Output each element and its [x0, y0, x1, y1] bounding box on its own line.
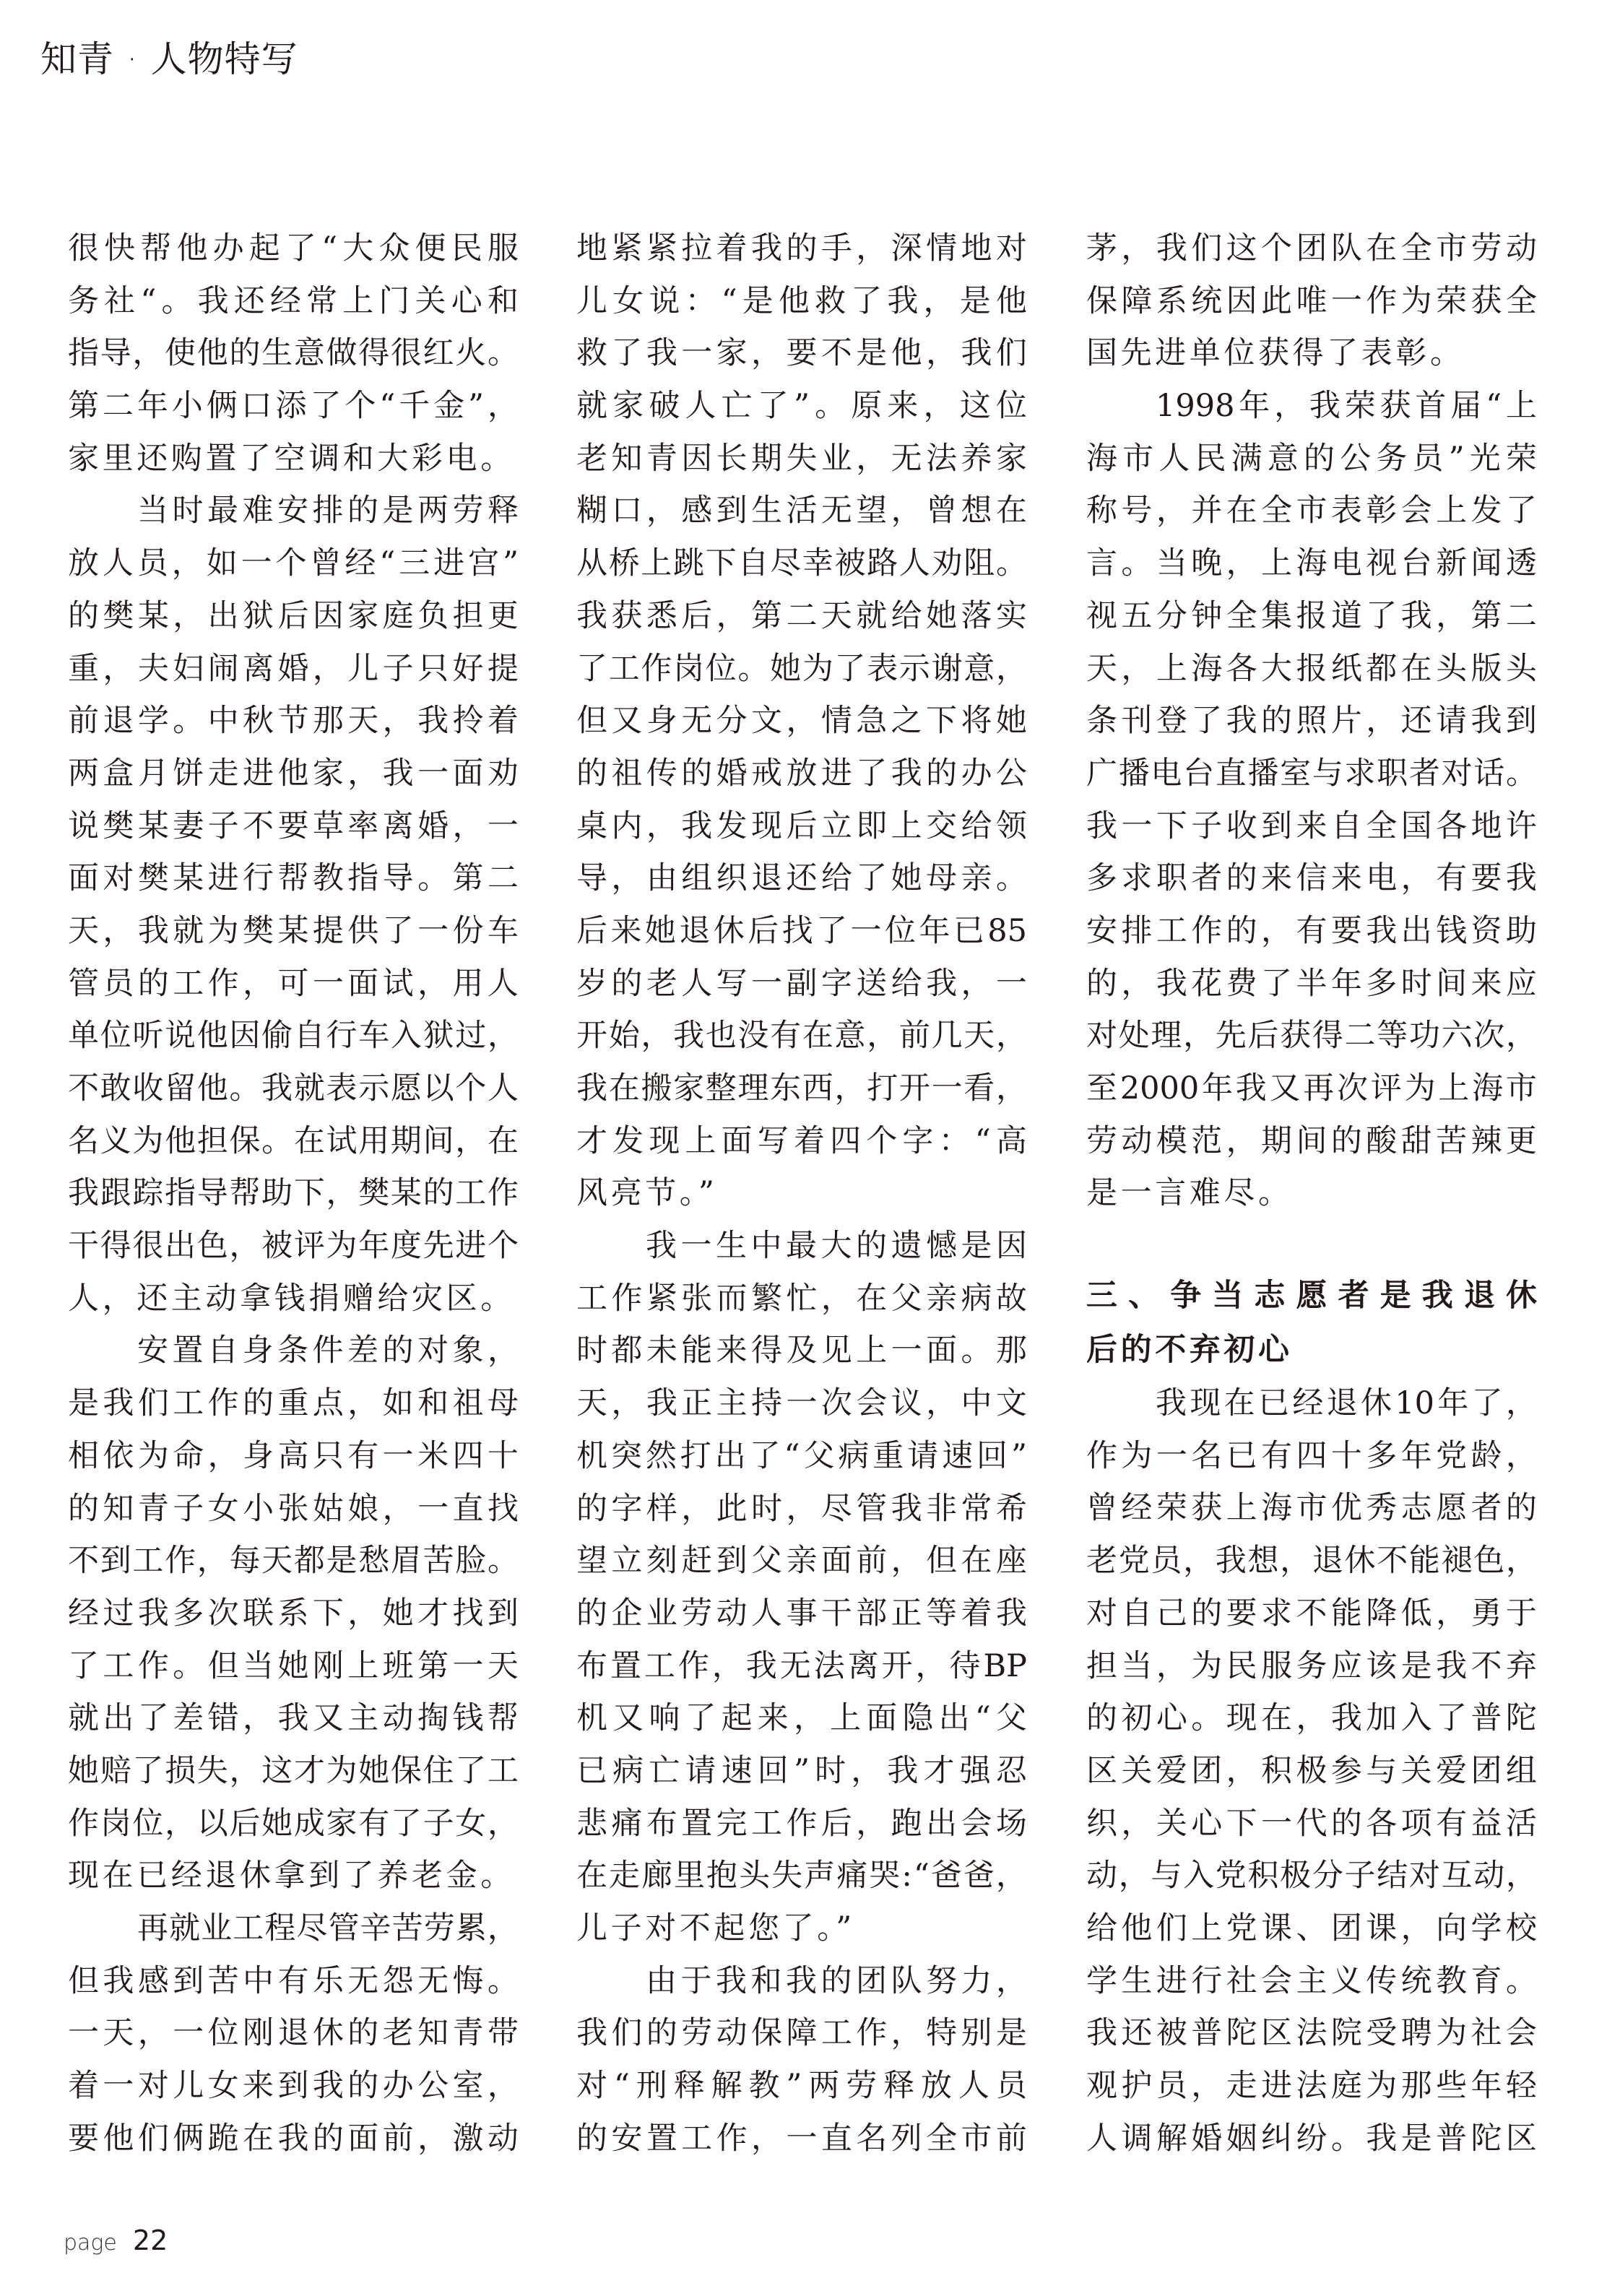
line-glyphs: 放 人 员 ， 如 一 个 曾 经 “ 三 进 宫 ”: [68, 545, 519, 582]
text-line: [576, 695, 1027, 748]
line-glyphs: 重 ， 夫 妇 闹 离 婚 ， 儿 子 只 好 提: [68, 650, 519, 687]
line-glyphs: 保 障 系 统 因 此 唯 一 作 为 荣 获 全: [1086, 282, 1537, 319]
text-line: [576, 1640, 1027, 1693]
text-line: [576, 1325, 1027, 1377]
line-glyphs: 三 、 争 当 志 愿 者 是 我 退 休: [1086, 1278, 1537, 1314]
line-glyphs: 1998 年 ， 我 荣 获 首 届 “ 上: [1156, 388, 1537, 425]
text-line: [68, 1115, 519, 1168]
paragraph-last-line: 人，还主动拿钱捐赠给灾区。: [68, 1280, 515, 1317]
text-line: [1086, 2113, 1537, 2165]
text-line: [576, 1273, 1027, 1325]
line-glyphs: 的 祖 传 的 婚 戒 放 进 了 我 的 办 公: [576, 755, 1027, 792]
line-glyphs: 学 生 进 行 社 会 主 义 传 统 教 育 。: [1086, 1962, 1537, 1999]
line-glyphs: 作 岗 位 ， 以 后 她 成 家 有 了 子 女 ，: [68, 1805, 519, 1842]
line-glyphs: 单 位 听 说 他 因 偷 自 行 车 入 狱 过 ，: [68, 1018, 519, 1054]
line-glyphs: 担 当 ， 为 民 服 务 应 该 是 我 不 弃: [1086, 1647, 1537, 1684]
text-line: [1086, 1062, 1537, 1115]
paragraph-last-line: 是一言难尽。: [1086, 1175, 1293, 1212]
paragraph-first-line: [576, 1220, 1027, 1273]
text-line: [576, 590, 1027, 643]
text-line: [1086, 958, 1537, 1010]
line-glyphs: 从 桥 上 跳 下 自 尽 幸 被 路 人 劝 阻 。: [576, 545, 1027, 582]
line-glyphs: 我 一 生 中 最 大 的 遗 憾 是 因: [646, 1228, 1027, 1265]
line-glyphs: 作 为 一 名 已 有 四 十 多 年 党 龄 ，: [1086, 1437, 1537, 1474]
line-glyphs: 的 樊 某 ， 出 狱 后 因 家 庭 负 担 更: [68, 597, 519, 634]
text-line: [1086, 852, 1537, 905]
text-line: [68, 1692, 519, 1745]
line-glyphs: 已 病 亡 请 速 回 ” 时 ， 我 才 强 忍: [576, 1752, 1027, 1789]
page-number: 22: [132, 2224, 168, 2256]
line-glyphs: 老 知 青 因 长 期 失 业 ， 无 法 养 家: [576, 440, 1027, 477]
paragraph-last-line: 儿子对不起您了。”: [576, 1910, 855, 1946]
line-glyphs: 海 市 人 民 满 意 的 公 务 员 ” 光 荣: [1086, 440, 1537, 477]
line-glyphs: 安 置 自 身 条 件 差 的 对 象 ，: [137, 1333, 519, 1369]
line-glyphs: 的 安 置 工 作 ， 一 直 名 列 全 市 前: [576, 2120, 1027, 2157]
line-glyphs: 说 樊 某 妻 子 不 要 草 率 离 婚 ， 一: [68, 807, 519, 844]
line-glyphs: 茅 ， 我 们 这 个 团 队 在 全 市 劳 动: [1086, 230, 1537, 267]
paragraph-last-line: 风亮节。”: [576, 1175, 718, 1212]
line-glyphs: 对 “ 刑 释 解 教 ” 两 劳 释 放 人 员: [576, 2068, 1027, 2105]
line-glyphs: 经 过 我 多 次 联 系 下 ， 她 才 找 到: [68, 1595, 519, 1632]
text-line: [68, 1010, 519, 1062]
line-glyphs: 多 求 职 者 的 来 信 来 电 ， 有 要 我: [1086, 860, 1537, 897]
text-line: [576, 2060, 1027, 2113]
line-glyphs: 一 天 ， 一 位 刚 退 休 的 老 知 青 带: [68, 2015, 519, 2052]
text-line: [576, 1430, 1027, 1483]
paragraph-first-line: [1086, 1377, 1537, 1430]
text-line: [68, 1220, 519, 1273]
text-line: [68, 1167, 519, 1220]
text-line: [1086, 1482, 1537, 1535]
line-glyphs: 不 到 工 作 ， 每 天 都 是 愁 眉 苦 脸 。: [68, 1543, 519, 1580]
text-line: [1086, 1902, 1537, 1955]
text-line: [1086, 1955, 1537, 2008]
line-glyphs: 工 作 紧 张 而 繁 忙 ， 在 父 亲 病 故: [576, 1280, 1027, 1317]
text-line: [576, 1535, 1027, 1587]
text-line: [68, 2007, 519, 2060]
text-line: [68, 852, 519, 905]
text-line: [68, 1483, 519, 1535]
line-glyphs: 动 ， 与 入 党 积 极 分 子 结 对 互 动 ，: [1086, 1858, 1537, 1894]
text-line: [576, 275, 1027, 328]
line-glyphs: 天 ， 我 正 主 持 一 次 会 议 ， 中 文: [576, 1385, 1027, 1422]
line-glyphs: 我 获 悉 后 ， 第 二 天 就 给 她 落 实: [576, 597, 1027, 634]
line-glyphs: 管 员 的 工 作 ， 可 一 面 试 ， 用 人: [68, 965, 519, 1002]
line-glyphs: 观 护 员 ， 走 进 法 庭 为 那 些 年 轻: [1086, 2068, 1537, 2104]
line-glyphs: 我 在 搬 家 整 理 东 西 ， 打 开 一 看 ，: [576, 1070, 1027, 1106]
text-line: [576, 1483, 1027, 1535]
line-glyphs: 才 发 现 上 面 写 着 四 个 字 ： “ 高: [576, 1122, 1027, 1159]
line-glyphs: 但 我 感 到 苦 中 有 乐 无 怨 无 悔 。: [68, 1962, 519, 1999]
line-glyphs: 条 刊 登 了 我 的 照 片 ， 还 请 我 到: [1086, 703, 1537, 740]
text-line: [68, 643, 519, 696]
line-glyphs: 面 对 樊 某 进 行 帮 教 指 导 。 第 二: [68, 860, 519, 897]
line-glyphs: 了 工 作 岗 位 。 她 为 了 表 示 谢 意 ，: [576, 650, 1027, 687]
text-line: [576, 1115, 1027, 1168]
text-line: [68, 2113, 519, 2165]
text-line: [68, 275, 519, 328]
line-glyphs: 两 盒 月 饼 走 进 他 家 ， 我 一 面 劝: [68, 755, 519, 792]
line-glyphs: 糊 口 ， 感 到 生 活 无 望 ， 曾 想 在: [576, 493, 1027, 529]
text-line: [1086, 2007, 1537, 2060]
line-glyphs: 第 二 年 小 俩 口 添 了 个 “ 千 金 ” ，: [68, 388, 519, 425]
text-line: [576, 958, 1027, 1010]
text-line: [1086, 222, 1537, 275]
text-line: [1086, 643, 1537, 696]
text-line: [576, 537, 1027, 590]
line-glyphs: 她 赔 了 损 失 ， 这 才 为 她 保 住 了 工: [68, 1752, 519, 1789]
line-glyphs: 安 排 工 作 的 ， 有 要 我 出 钱 资 助: [1086, 912, 1537, 949]
text-line: [68, 1535, 519, 1587]
text-line: [1086, 433, 1537, 485]
text-line: [68, 1640, 519, 1693]
text-line: [576, 1798, 1027, 1850]
paragraph-last-line: 国先进单位获得了表彰。: [1086, 335, 1465, 372]
line-glyphs: 儿 女 说 ： “ 是 他 救 了 我 ， 是 他: [576, 282, 1027, 319]
text-line: [576, 1745, 1027, 1798]
text-line: [576, 433, 1027, 485]
text-line: [576, 1587, 1027, 1640]
text-line: [68, 222, 519, 275]
text-line: [68, 590, 519, 643]
text-line: [576, 2007, 1027, 2060]
line-glyphs: 但 又 身 无 分 文 ， 情 急 之 下 将 她: [576, 703, 1027, 740]
text-line: [68, 748, 519, 800]
line-glyphs: 了 工 作 。 但 当 她 刚 上 班 第 一 天: [68, 1647, 519, 1684]
page-label: page: [64, 2230, 117, 2256]
paragraph-first-line: [68, 1902, 519, 1955]
line-glyphs: 的 字 样 ， 此 时 ， 尽 管 我 非 常 希: [576, 1490, 1027, 1527]
line-glyphs: 望 立 刻 赶 到 父 亲 面 前 ， 但 在 座: [576, 1543, 1027, 1580]
text-line: [68, 958, 519, 1010]
line-glyphs: 由 于 我 和 我 的 团 队 努 力 ，: [646, 1962, 1027, 1999]
text-line: [1086, 1010, 1537, 1062]
text-line: [1086, 485, 1537, 537]
section-heading-line: [1086, 1269, 1537, 1323]
text-line: [576, 643, 1027, 696]
text-line: [576, 800, 1027, 853]
paragraph-last-line: 家里还购置了空调和大彩电。: [68, 440, 515, 477]
line-glyphs: 天 ， 我 就 为 樊 某 提 供 了 一 份 车: [68, 912, 519, 949]
text-line: [1086, 2060, 1537, 2113]
text-column-1: [68, 222, 519, 2165]
line-glyphs: 是 我 们 工 作 的 重 点 ， 如 和 祖 母: [68, 1385, 519, 1422]
line-glyphs: 劳 动 模 范 ， 期 间 的 酸 甜 苦 辣 更: [1086, 1122, 1537, 1159]
text-line: [68, 1430, 519, 1483]
text-line: [1086, 1745, 1537, 1798]
text-line: [68, 1062, 519, 1115]
line-glyphs: 我 现 在 已 经 退 休 10 年 了 ，: [1156, 1385, 1537, 1422]
running-head: 知青 · 人物特写: [40, 38, 298, 80]
line-glyphs: 我 还 被 普 陀 区 法 院 受 聘 为 社 会: [1086, 2015, 1537, 2052]
text-line: [68, 800, 519, 853]
text-line: [576, 1850, 1027, 1902]
paragraph-last-line: 现在已经退休拿到了养老金。: [68, 1858, 515, 1894]
line-glyphs: 布 置 工 作 ， 我 无 法 离 开 ， 待 BP: [576, 1647, 1027, 1684]
paragraph-first-line: [68, 1325, 519, 1377]
line-glyphs: 言 。 当 晚 ， 上 海 电 视 台 新 闻 透: [1086, 545, 1537, 582]
text-line: [1086, 1430, 1537, 1483]
line-glyphs: 开 始 ， 我 也 没 有 在 意 ， 前 几 天 ，: [576, 1018, 1027, 1054]
text-line: [1086, 748, 1537, 800]
line-glyphs: 时 都 未 能 来 得 及 见 上 一 面 。 那: [576, 1333, 1027, 1369]
text-line: [1086, 275, 1537, 328]
text-line: [1086, 537, 1537, 590]
line-glyphs: 后 来 她 退 休 后 找 了 一 位 年 已 85: [576, 912, 1027, 949]
text-line: [68, 1798, 519, 1850]
text-line: [1086, 1798, 1537, 1850]
line-glyphs: 地 紧 紧 拉 着 我 的 手 ， 深 情 地 对: [576, 230, 1027, 267]
text-line: [1086, 1535, 1537, 1587]
line-glyphs: 广 播 电 台 直 播 室 与 求 职 者 对 话 。: [1086, 755, 1537, 792]
line-glyphs: 不 敢 收 留 他 。 我 就 表 示 愿 以 个 人: [68, 1070, 519, 1106]
line-glyphs: 称 号 ， 并 在 全 市 表 彰 会 上 发 了: [1086, 493, 1537, 529]
line-glyphs: 悲 痛 布 置 完 工 作 后 ， 跑 出 会 场: [576, 1805, 1027, 1842]
line-glyphs: 岁 的 老 人 写 一 副 字 送 给 我 ， 一: [576, 965, 1027, 1002]
line-glyphs: 干 得 很 出 色 ， 被 评 为 年 度 先 进 个: [68, 1228, 519, 1265]
line-glyphs: 很 快 帮 他 办 起 了 “ 大 众 便 民 服: [68, 230, 519, 267]
line-glyphs: 曾 经 荣 获 上 海 市 优 秀 志 愿 者 的: [1086, 1490, 1537, 1527]
section-heading-line: 后的不弃初心: [1086, 1332, 1293, 1369]
text-line: [576, 1010, 1027, 1062]
page-footer: [64, 2224, 168, 2256]
line-glyphs: 天 ， 上 海 各 大 报 纸 都 在 头 版 头: [1086, 650, 1537, 687]
text-line: [1086, 590, 1537, 643]
text-line: [68, 1745, 519, 1798]
line-glyphs: 老 党 员 ， 我 想 ， 退 休 不 能 褪 色 ，: [1086, 1543, 1537, 1580]
line-glyphs: 救 了 我 一 家 ， 要 不 是 他 ， 我 们: [576, 335, 1027, 372]
line-glyphs: 我 们 的 劳 动 保 障 工 作 ， 特 别 是: [576, 2015, 1027, 2052]
line-glyphs: 当 时 最 难 安 排 的 是 两 劳 释: [137, 493, 519, 529]
line-glyphs: 的 ， 我 花 费 了 半 年 多 时 间 来 应: [1086, 965, 1537, 1002]
text-line: [1086, 1587, 1537, 1640]
text-line: [68, 537, 519, 590]
text-line: [576, 222, 1027, 275]
text-column-3: [1086, 222, 1537, 2165]
line-glyphs: 名 义 为 他 担 保 。 在 试 用 期 间 ， 在: [68, 1122, 519, 1159]
line-glyphs: 的 知 青 子 女 小 张 姑 娘 ， 一 直 找: [68, 1490, 519, 1527]
text-column-2: [576, 222, 1027, 2165]
text-line: [68, 1955, 519, 2008]
line-glyphs: 着 一 对 儿 女 来 到 我 的 办 公 室 ，: [68, 2068, 519, 2105]
line-glyphs: 我 跟 踪 指 导 帮 助 下 ， 樊 某 的 工 作: [68, 1175, 519, 1212]
text-line: [1086, 695, 1537, 748]
paragraph-first-line: [68, 485, 519, 537]
text-line: [1086, 1640, 1537, 1693]
line-glyphs: 机 又 响 了 起 来 ， 上 面 隐 出 “ 父: [576, 1700, 1027, 1737]
text-line: [68, 380, 519, 433]
line-glyphs: 区 关 爱 团 ， 积 极 参 与 关 爱 团 组: [1086, 1752, 1537, 1789]
line-glyphs: 就 出 了 差 错 ， 我 又 主 动 掏 钱 帮: [68, 1700, 519, 1737]
line-glyphs: 织 ， 关 心 下 一 代 的 各 项 有 益 活: [1086, 1805, 1537, 1842]
line-glyphs: 就 家 破 人 亡 了 ” 。 原 来 ， 这 位: [576, 388, 1027, 425]
text-line: [576, 748, 1027, 800]
text-line: [68, 695, 519, 748]
text-line: [68, 905, 519, 958]
text-line: [576, 1377, 1027, 1430]
line-glyphs: 人 调 解 婚 姻 纠 纷 。 我 是 普 陀 区: [1086, 2120, 1537, 2157]
paragraph-first-line: [1086, 380, 1537, 433]
text-line: [1086, 1692, 1537, 1745]
text-line: [576, 380, 1027, 433]
line-glyphs: 给 他 们 上 党 课 、 团 课 ， 向 学 校: [1086, 1910, 1537, 1946]
paragraph-first-line: [576, 1955, 1027, 2008]
line-glyphs: 在 走 廊 里 抱 头 失 声 痛 哭 : “ 爸 爸 ，: [576, 1858, 1027, 1894]
line-glyphs: 要 他 们 俩 跪 在 我 的 面 前 ， 激 动: [68, 2120, 519, 2157]
line-glyphs: 指 导 ， 使 他 的 生 意 做 得 很 红 火 。: [68, 335, 519, 372]
line-glyphs: 务 社 “ 。 我 还 经 常 上 门 关 心 和: [68, 282, 519, 319]
text-line: [1086, 800, 1537, 853]
line-glyphs: 导 ， 由 组 织 退 还 给 了 她 母 亲 。: [576, 860, 1027, 897]
text-line: [576, 327, 1027, 380]
line-glyphs: 的 企 业 劳 动 人 事 干 部 正 等 着 我: [576, 1595, 1027, 1632]
text-line: [68, 2060, 519, 2113]
line-glyphs: 的 初 心 。 现 在 ， 我 加 入 了 普 陀: [1086, 1700, 1537, 1737]
line-glyphs: 对 处 理 ， 先 后 获 得 二 等 功 六 次 ，: [1086, 1018, 1537, 1054]
text-line: [576, 1062, 1027, 1115]
text-line: [68, 327, 519, 380]
text-line: [576, 1692, 1027, 1745]
line-glyphs: 桌 内 ， 我 发 现 后 立 即 上 交 给 领: [576, 807, 1027, 844]
text-line: [1086, 905, 1537, 958]
text-line: [1086, 1115, 1537, 1168]
text-line: [68, 1587, 519, 1640]
text-line: [576, 852, 1027, 905]
line-glyphs: 视 五 分 钟 全 集 报 道 了 我 ， 第 二: [1086, 597, 1537, 634]
text-line: [576, 2113, 1027, 2165]
line-glyphs: 机 突 然 打 出 了 “ 父 病 重 请 速 回 ”: [576, 1437, 1027, 1474]
line-glyphs: 对 自 己 的 要 求 不 能 降 低 ， 勇 于: [1086, 1595, 1537, 1632]
line-glyphs: 至 2000 年 我 又 再 次 评 为 上 海 市: [1086, 1070, 1537, 1106]
text-line: [68, 1377, 519, 1430]
text-line: [576, 485, 1027, 537]
text-line: [576, 905, 1027, 958]
line-glyphs: 再 就 业 工 程 尽 管 辛 苦 劳 累 ，: [137, 1910, 519, 1946]
line-glyphs: 前 退 学 。 中 秋 节 那 天 ， 我 拎 着: [68, 703, 519, 740]
line-glyphs: 相 依 为 命 ， 身 高 只 有 一 米 四 十: [68, 1437, 519, 1474]
line-glyphs: 我 一 下 子 收 到 来 自 全 国 各 地 许: [1086, 807, 1537, 844]
text-line: [1086, 1850, 1537, 1902]
